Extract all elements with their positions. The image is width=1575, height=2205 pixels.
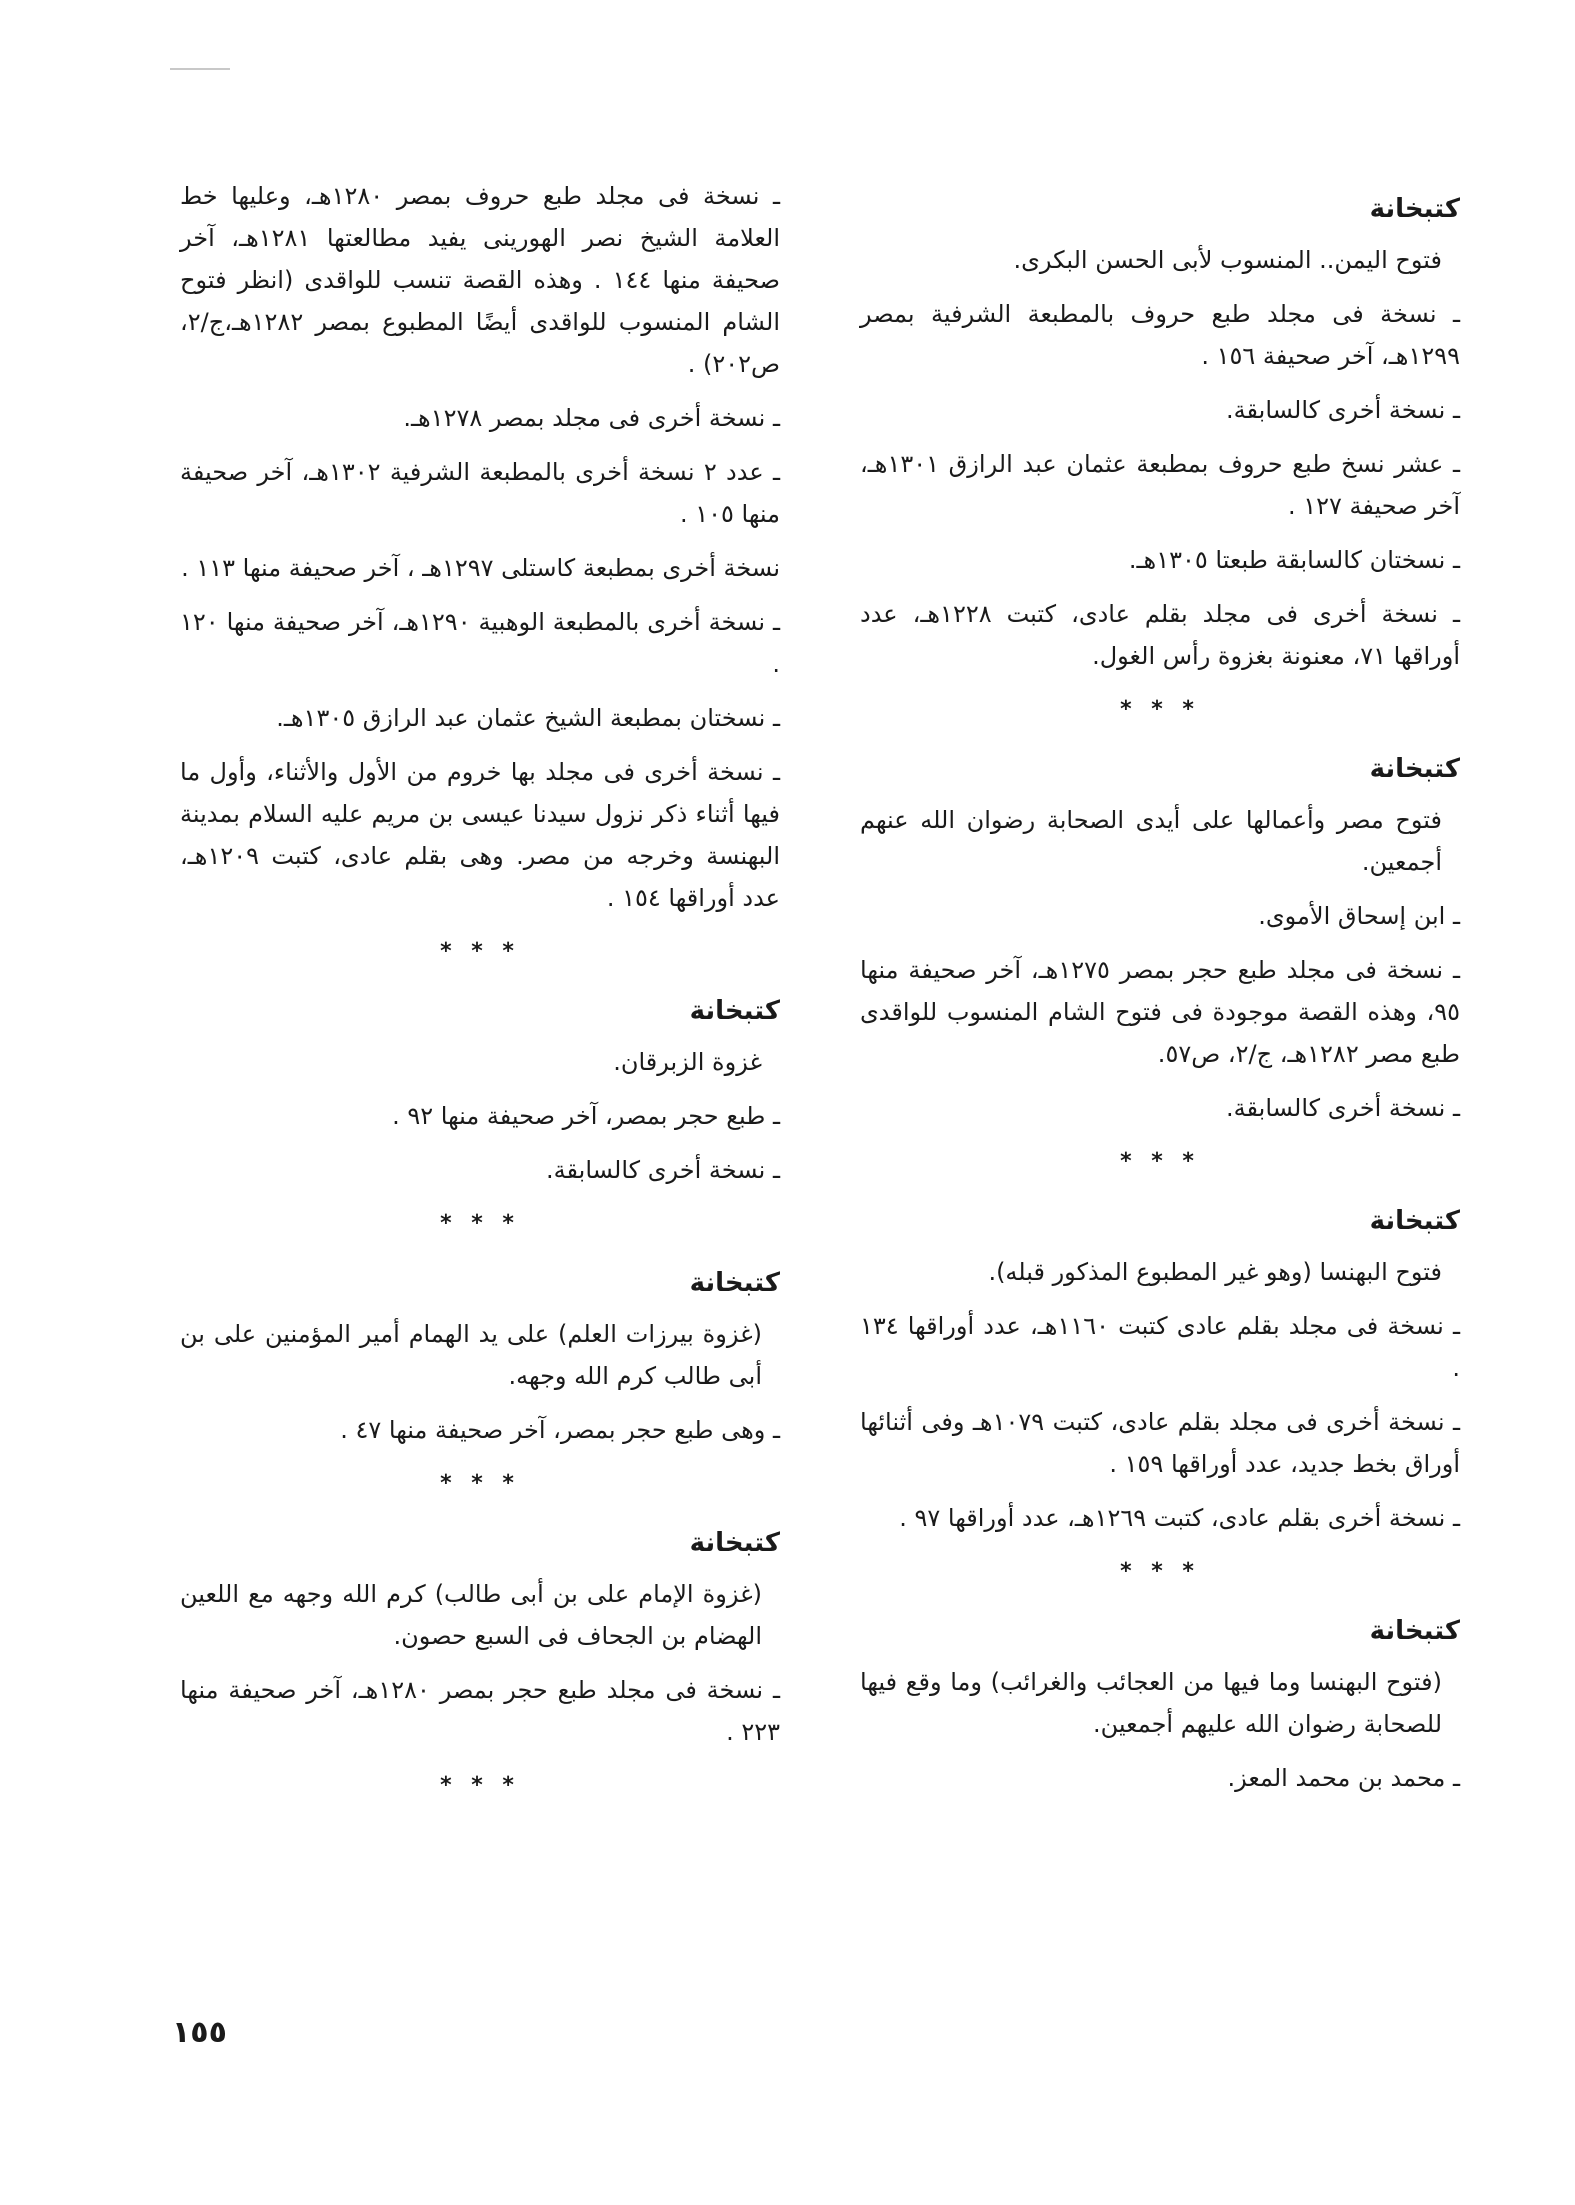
copy-entry: ـ نسختان كالسابقة طبعتا ١٣٠٥هـ.	[1128, 546, 1460, 574]
section-separator: * * *	[1120, 697, 1200, 722]
copy-entry: نسخة أخرى بمطبعة كاستلى ١٢٩٧هـ ، آخر صحيفة منها ١١٣ .	[181, 554, 780, 582]
section-heading: كتبخانة	[689, 1528, 780, 1558]
book-title: فتوح مصر وأعمالها على أيدى الصحابة رضوان الله عنهم أجمعين.	[860, 806, 1442, 876]
book-title: غزوة الزبرقان.	[613, 1048, 762, 1076]
copy-entry: ـ نسخة أخرى كالسابقة.	[546, 1156, 780, 1184]
copy-entry: ـ نسخة أخرى فى مجلد بقلم عادى، كتبت ١٢٢٨هـ، عدد أوراقها ٧١، معنونة بغزوة رأس الغول.	[860, 600, 1461, 670]
section-heading: كتبخانة	[1369, 1206, 1460, 1236]
copy-entry: ـ عدد ٢ نسخة أخرى بالمطبعة الشرفية ١٣٠٢هـ، آخر صحيفة منها ١٠٥ .	[180, 458, 780, 528]
copy-entry: ـ نسخة أخرى كالسابقة.	[1226, 396, 1460, 424]
catalog-section	[180, 1523, 780, 1807]
book-title: (غزوة بيرزات العلم) على يد الهمام أمير المؤمنين على بن أبى طالب كرم الله وجهه.	[180, 1320, 762, 1390]
copy-entry: ـ نسخة فى مجلد طبع حروف بمصر ١٢٨٠هـ، وعليها خط العلامة الشيخ نصر الهورينى يفيد مطالعتها ١٢٨١هـ، آخر صحيفة منها ١٤٤ . وهذه القصة تنسب للواقدى (انظر فتوح الشام المنسوب للواقدى أيضًا المطبوع بمصر ١٢٨٢هـ،ج/٢، ص٢٠٢) .	[180, 182, 781, 378]
copy-entry: ـ نسختان بمطبعة الشيخ عثمان عبد الرازق ١٣٠٥هـ.	[276, 704, 780, 732]
section-heading: كتبخانة	[689, 996, 780, 1026]
book-title: فتوح البهنسا (وهو غير المطبوع المذكور قبله).	[988, 1258, 1442, 1286]
catalog-section	[180, 175, 780, 973]
section-heading: كتبخانة	[689, 1268, 780, 1298]
copy-entry: ـ نسخة فى مجلد بقلم عادى كتبت ١١٦٠هـ، عدد أوراقها ١٣٤ .	[860, 1312, 1460, 1382]
copy-entry: ـ نسخة أخرى كالسابقة.	[1226, 1094, 1460, 1122]
catalog-section	[860, 189, 1460, 731]
book-title: (فتوح البهنسا وما فيها من العجائب والغرائب) وما وقع فيها للصحابة رضوان الله عليهم أجمعين.	[860, 1668, 1442, 1738]
copy-entry: ـ نسخة أخرى بالمطبعة الوهبية ١٢٩٠هـ، آخر صحيفة منها ١٢٠ .	[180, 608, 780, 678]
catalog-section	[180, 1263, 780, 1505]
section-separator: * * *	[440, 1471, 520, 1496]
copy-entry: ـ محمد بن محمد المعز.	[1227, 1764, 1460, 1792]
copy-entry: ـ نسخة فى مجلد طبع حجر بمصر ١٢٨٠هـ، آخر صحيفة منها ٢٢٣ .	[180, 1676, 780, 1746]
copy-entry: ـ نسخة فى مجلد طبع حجر بمصر ١٢٧٥هـ، آخر صحيفة منها ٩٥، وهذه القصة موجودة فى فتوح الشام المنسوب للواقدى طبع مصر ١٢٨٢هـ، ج/٢، ص٥٧.	[860, 956, 1460, 1068]
right-column	[860, 175, 1460, 1811]
book-title: (غزوة الإمام على بن أبى طالب) كرم الله وجهه مع اللعين الهضام بن الجحاف فى السبع حصون.	[180, 1580, 762, 1650]
catalog-section	[860, 749, 1460, 1183]
copy-entry: ـ نسخة أخرى فى مجلد بها خروم من الأول والأثناء، وأول ما فيها أثناء ذكر نزول سيدنا عيسى بن مريم عليه السلام بمدينة البهنسة وخرجه من مصر. وهى بقلم عادى، كتبت ١٢٠٩هـ، عدد أوراقها ١٥٤ .	[180, 758, 780, 912]
catalog-section	[860, 1611, 1460, 1799]
section-separator: * * *	[440, 1211, 520, 1236]
left-column	[180, 175, 780, 1825]
section-heading: كتبخانة	[1369, 194, 1460, 224]
page-number: ١٥٥	[172, 2015, 227, 2050]
top-rule	[170, 68, 230, 70]
copy-entry: ـ نسخة فى مجلد طبع حروف بالمطبعة الشرفية بمصر ١٢٩٩هـ، آخر صحيفة ١٥٦ .	[860, 300, 1460, 370]
copy-entry: ـ نسخة أخرى بقلم عادى، كتبت ١٢٦٩هـ، عدد أوراقها ٩٧ .	[899, 1504, 1460, 1532]
copy-entry: ـ ابن إسحاق الأموى.	[1258, 902, 1460, 930]
section-separator: * * *	[440, 1773, 520, 1798]
book-title: فتوح اليمن.. المنسوب لأبى الحسن البكرى.	[1013, 246, 1442, 274]
catalog-section	[860, 1201, 1460, 1593]
copy-entry: ـ طبع حجر بمصر، آخر صحيفة منها ٩٢ .	[392, 1102, 780, 1130]
copy-entry: ـ نسخة أخرى فى مجلد بمصر ١٢٧٨هـ.	[403, 404, 780, 432]
copy-entry: ـ عشر نسخ طبع حروف بمطبعة عثمان عبد الرازق ١٣٠١هـ، آخر صحيفة ١٢٧ .	[860, 450, 1460, 520]
section-heading: كتبخانة	[1369, 1616, 1460, 1646]
section-heading: كتبخانة	[1369, 754, 1460, 784]
section-separator: * * *	[1120, 1149, 1200, 1174]
section-separator: * * *	[1120, 1559, 1200, 1584]
section-separator: * * *	[440, 939, 520, 964]
copy-entry: ـ نسخة أخرى فى مجلد بقلم عادى، كتبت ١٠٧٩هـ وفى أثنائها أوراق بخط جديد، عدد أوراقها ١٥٩ .	[860, 1408, 1461, 1478]
copy-entry: ـ وهى طبع حجر بمصر، آخر صحيفة منها ٤٧ .	[340, 1416, 780, 1444]
catalog-section	[180, 991, 780, 1245]
